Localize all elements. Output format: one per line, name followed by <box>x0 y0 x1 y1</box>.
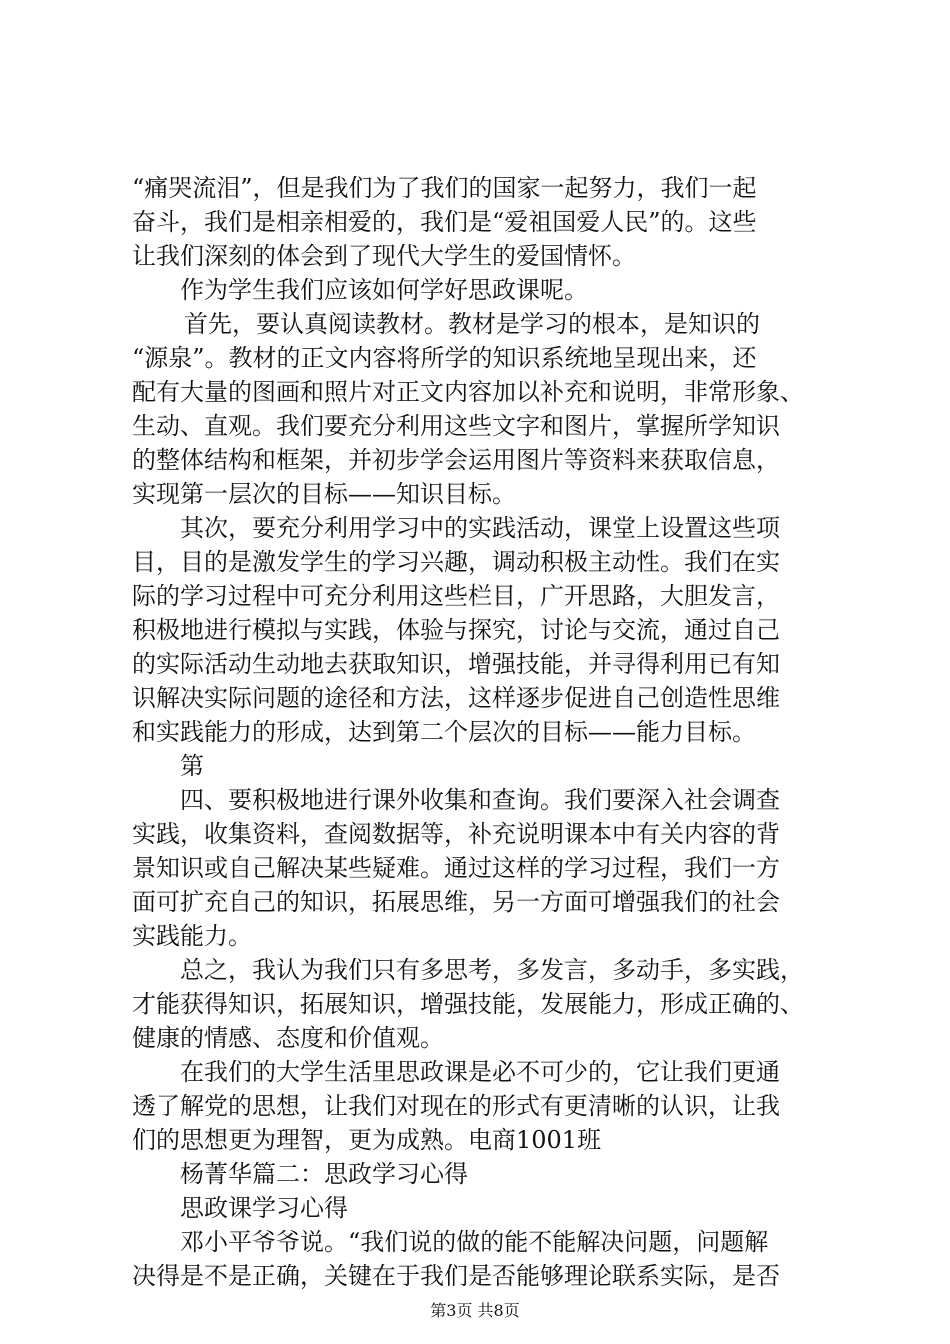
text-line: 际的学习过程中可充分利用这些栏目，广开思路，大胆发言， <box>132 582 780 610</box>
text-line: 邓小平爷爷说。“我们说的做的能不能解决问题，问题解 <box>180 1228 769 1256</box>
text-line: 面可扩充自己的知识，拓展思维，另一方面可增强我们的社会 <box>132 888 780 916</box>
text-line: 景知识或自己解决某些疑难。通过这样的学习过程，我们一方 <box>132 854 780 882</box>
text-line: 首先，要认真阅读教材。教材是学习的根本，是知识的 <box>184 310 760 338</box>
text-line: 目，目的是激发学生的学习兴趣，调动积极主动性。我们在实 <box>132 548 780 576</box>
text-line: 思政课学习心得 <box>180 1194 348 1222</box>
text-line: 杨菁华篇二：思政学习心得 <box>180 1160 468 1188</box>
text-line: 决得是不是正确，关键在于我们是否能够理论联系实际，是否 <box>132 1262 780 1290</box>
text-line: 让我们深刻的体会到了现代大学生的爱国情怀。 <box>132 242 636 270</box>
text-line: 四、要积极地进行课外收集和查询。我们要深入社会调查 <box>180 786 780 814</box>
text-line: 实现第一层次的目标——知识目标。 <box>132 480 516 508</box>
text-line: 作为学生我们应该如何学好思政课呢。 <box>180 276 588 304</box>
text-line: 们的思想更为理智，更为成熟。电商1001班 <box>132 1126 602 1154</box>
text-line: 其次，要充分利用学习中的实践活动，课堂上设置这些项 <box>180 514 780 542</box>
text-line: 奋斗，我们是相亲相爱的，我们是“爱祖国爱人民”的。这些 <box>132 208 757 236</box>
text-line: 积极地进行模拟与实践，体验与探究，讨论与交流，通过自己 <box>132 616 780 644</box>
text-line: 第 <box>180 752 204 780</box>
page-number-footer: 第3页 共8页 <box>430 1301 520 1320</box>
text-line: “痛哭流泪”，但是我们为了我们的国家一起努力，我们一起 <box>132 174 757 202</box>
text-line: 透了解党的思想，让我们对现在的形式有更清晰的认识，让我 <box>132 1092 780 1120</box>
text-line: 识解决实际问题的途径和方法，这样逐步促进自己创造性思维 <box>132 684 780 712</box>
text-line: 配有大量的图画和照片对正文内容加以补充和说明，非常形象、 <box>132 378 804 406</box>
text-line: 实践，收集资料，查阅数据等，补充说明课本中有关内容的背 <box>132 820 780 848</box>
text-line: 健康的情感、态度和价值观。 <box>132 1024 444 1052</box>
text-line: 才能获得知识，拓展知识，增强技能，发展能力，形成正确的、 <box>132 990 804 1018</box>
text-line: 的实际活动生动地去获取知识，增强技能，并寻得利用已有知 <box>132 650 780 678</box>
text-line: 和实践能力的形成，达到第二个层次的目标——能力目标。 <box>132 718 756 746</box>
text-line: 实践能力。 <box>132 922 252 950</box>
text-line: 总之，我认为我们只有多思考，多发言，多动手，多实践， <box>180 956 804 984</box>
text-line: 生动、直观。我们要充分利用这些文字和图片，掌握所学知识 <box>132 412 780 440</box>
text-line: 的整体结构和框架，并初步学会运用图片等资料来获取信息， <box>132 446 780 474</box>
text-line: “源泉”。教材的正文内容将所学的知识系统地呈现出来，还 <box>132 344 757 372</box>
text-line: 在我们的大学生活里思政课是必不可少的，它让我们更通 <box>180 1058 780 1086</box>
